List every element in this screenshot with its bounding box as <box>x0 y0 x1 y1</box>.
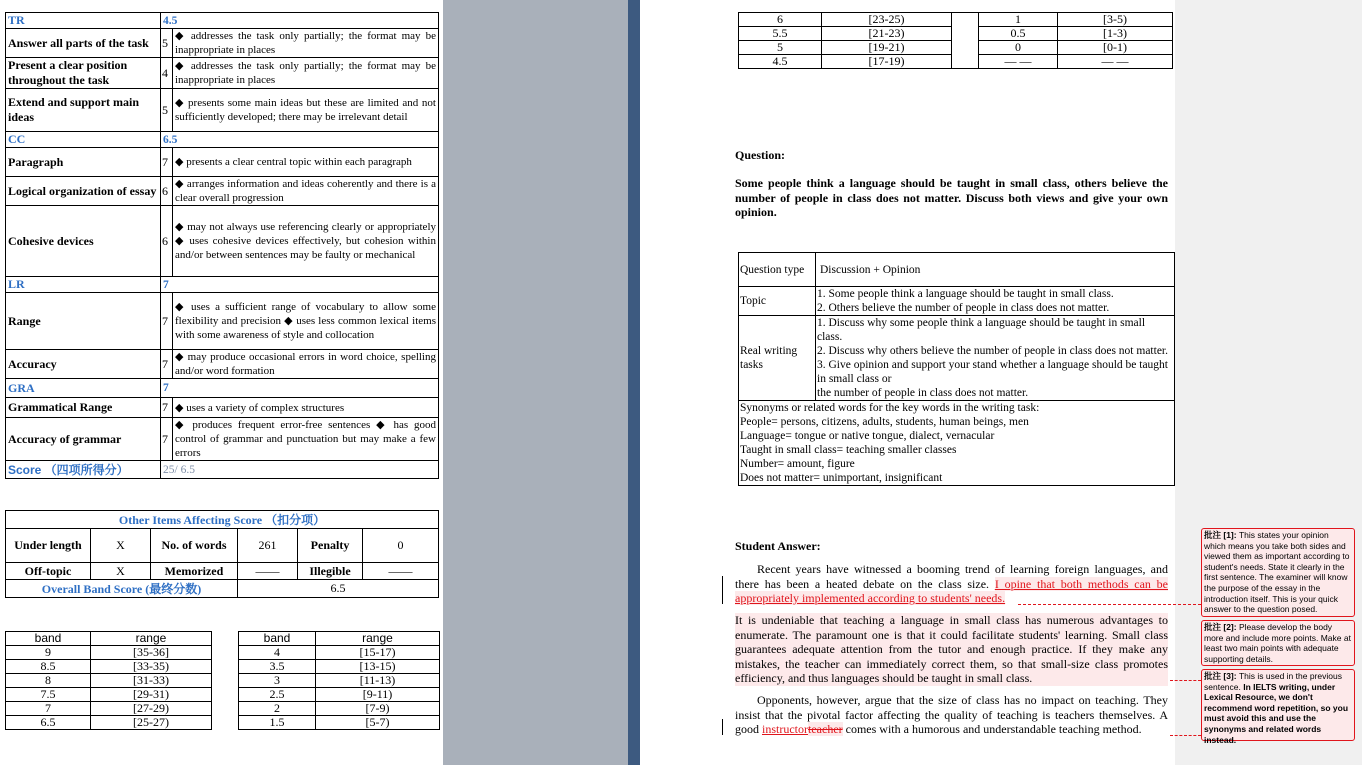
task-line-3b: the number of people in class does not matter. <box>817 387 1029 399</box>
range-cell: [5-7) <box>316 716 440 730</box>
real-tasks-label: Real writing tasks <box>739 316 816 401</box>
range-cell: [31-33) <box>91 674 212 688</box>
criterion-score: 5 <box>161 29 173 58</box>
band-cell: — — <box>979 55 1058 69</box>
band-row <box>6 702 212 716</box>
range-cell: [35-36] <box>91 646 212 660</box>
section-label: LR <box>6 277 161 293</box>
criterion-score: 7 <box>161 293 173 350</box>
other-items-table <box>5 510 439 598</box>
criterion-score: 4 <box>161 58 173 89</box>
words-value: 261 <box>238 529 298 563</box>
band-cell: 6.5 <box>6 716 91 730</box>
illegible-label: Illegible <box>298 563 363 580</box>
range-cell: [33-35) <box>91 660 212 674</box>
off-topic-label: Off-topic <box>6 563 91 580</box>
criterion-name: Accuracy of grammar <box>6 418 161 461</box>
range-cell: [11-13) <box>316 674 440 688</box>
penalty-label: Penalty <box>298 529 363 563</box>
topic-row <box>6 563 439 580</box>
question-label: Question: <box>735 148 786 162</box>
band-row <box>6 716 212 730</box>
table-gap <box>952 13 979 69</box>
criterion-row <box>6 89 439 132</box>
band-cell: 8 <box>6 674 91 688</box>
change-bar <box>722 576 723 604</box>
criterion-row <box>6 206 439 277</box>
score-total-label: Score （四项所得分） <box>6 461 161 479</box>
topic-row <box>739 287 1175 316</box>
overall-label: Overall Band Score (最终分数) <box>6 580 238 598</box>
comment-tag: 批注 [1]: <box>1204 530 1237 540</box>
comment-balloon-2[interactable] <box>1201 620 1355 666</box>
topic-label: Topic <box>739 287 816 316</box>
section-row-lr <box>6 277 439 293</box>
memorized-value: —— <box>238 563 298 580</box>
synonym-line: Number= amount, figure <box>740 458 855 470</box>
task-analysis-table <box>738 252 1175 486</box>
criterion-score: 6 <box>161 206 173 277</box>
criterion-score: 7 <box>161 418 173 461</box>
topic-line-1: 1. Some people think a language should be taught in small class. <box>817 288 1114 300</box>
question-text: Some people think a language should be taught in small class, others believe the number of people in class does not matter. Discuss both views and give your own opinion. <box>735 176 1168 219</box>
range-cell: [3-5) <box>1058 13 1173 27</box>
change-bar <box>722 719 723 735</box>
synonyms-title: Synonyms or related words for the key words in the writing task: <box>740 402 1040 414</box>
range-cell: [0-1) <box>1058 41 1173 55</box>
band-cell: 0.5 <box>979 27 1058 41</box>
comment-connector-2 <box>1170 680 1201 681</box>
section-label: GRA <box>6 379 161 398</box>
band-row <box>739 13 1173 27</box>
real-tasks-cell <box>816 316 1175 401</box>
band-row <box>6 660 212 674</box>
answer-paragraph-3 <box>735 693 1168 737</box>
synonym-line: Language= tongue or native tongue, dialect, vernacular <box>740 430 995 442</box>
comment-tag: 批注 [2]: <box>1204 622 1237 632</box>
criterion-row <box>6 350 439 379</box>
criterion-score: 7 <box>161 398 173 418</box>
band-header-row <box>239 632 440 646</box>
criterion-name: Accuracy <box>6 350 161 379</box>
band-cell: 7 <box>6 702 91 716</box>
comment-balloon-3[interactable] <box>1201 669 1355 745</box>
section-score: 4.5 <box>161 13 439 29</box>
range-cell: [27-29) <box>91 702 212 716</box>
criterion-row <box>6 398 439 418</box>
criterion-desc: ◆ addresses the task only partially; the format may be inappropriate in places <box>173 29 439 58</box>
comment-connector-1 <box>1018 604 1201 605</box>
band-range-table-continued <box>738 12 1173 69</box>
band-cell: 4.5 <box>739 55 822 69</box>
criterion-score: 7 <box>161 350 173 379</box>
criterion-desc: ◆ presents a clear central topic within each paragraph <box>173 148 439 177</box>
band-header-row <box>6 632 212 646</box>
band-row <box>6 646 212 660</box>
band-cell: 1.5 <box>239 716 316 730</box>
band-cell: 2 <box>239 702 316 716</box>
synonym-line: Taught in small class= teaching smaller classes <box>740 444 957 456</box>
range-cell: [17-19) <box>822 55 952 69</box>
band-range-table-left <box>5 631 212 730</box>
band-cell: 2.5 <box>239 688 316 702</box>
comment-tag: 批注 [3]: <box>1204 671 1237 681</box>
criterion-row <box>6 29 439 58</box>
band-cell: 3 <box>239 674 316 688</box>
under-length-value: X <box>91 529 151 563</box>
criterion-row <box>6 177 439 206</box>
section-row-tr <box>6 13 439 29</box>
criterion-row <box>6 293 439 350</box>
comment-text: This is used in the previous sentence. <box>1204 671 1342 692</box>
section-score: 7 <box>161 277 439 293</box>
criterion-desc: ◆ uses a variety of complex structures <box>173 398 439 418</box>
criterion-name: Logical organization of essay <box>6 177 161 206</box>
band-header: band <box>6 632 91 646</box>
comment-anchor-2: It is undeniable that teaching a language in small class has numerous advantages to enumerate. The paramount one is that it could facilitate students' learning. Small class guarantees adequate attention from the tutor and enough practice. If they make any mistakes, the teacher can immediately correct them, so that small-size class promotes efficiency, and thus languages should be taught in small class. <box>735 613 1168 685</box>
comment-connector-3 <box>1170 735 1201 736</box>
band-cell: 5 <box>739 41 822 55</box>
criterion-row <box>6 148 439 177</box>
topic-cell <box>816 287 1175 316</box>
range-cell: [19-21) <box>822 41 952 55</box>
section-label: CC <box>6 132 161 148</box>
range-header: range <box>91 632 212 646</box>
criterion-row <box>6 418 439 461</box>
synonyms-cell <box>739 401 1175 486</box>
criterion-desc: ◆ addresses the task only partially; the format may be inappropriate in places <box>173 58 439 89</box>
criterion-desc: ◆ may produce occasional errors in word choice, spelling and/or word formation <box>173 350 439 379</box>
other-items-title: Other Items Affecting Score （扣分项） <box>6 511 439 529</box>
answer-p1-text: Recent years have witnessed a booming trend of learning foreign languages, and there has been a heated debate on the class size. <box>735 562 1168 591</box>
answer-paragraph-1 <box>735 562 1168 606</box>
answer-p3-text: Opponents, however, argue that the size of class has no impact on teaching. They insist that the pivotal factor affecting the quality of teaching is teachers themselves. A good <box>735 693 1168 736</box>
criterion-row <box>6 58 439 89</box>
range-cell: [25-27) <box>91 716 212 730</box>
section-score: 7 <box>161 379 439 398</box>
criterion-score: 6 <box>161 177 173 206</box>
range-cell: [21-23) <box>822 27 952 41</box>
criterion-name: Cohesive devices <box>6 206 161 277</box>
question-type-row <box>739 253 1175 287</box>
range-cell: [29-31) <box>91 688 212 702</box>
criterion-name: Answer all parts of the task <box>6 29 161 58</box>
comment-balloon-1[interactable] <box>1201 528 1355 617</box>
under-length-label: Under length <box>6 529 91 563</box>
band-cell: 7.5 <box>6 688 91 702</box>
criterion-name: Grammatical Range <box>6 398 161 418</box>
split-divider[interactable] <box>628 0 640 765</box>
comment-text: Please develop the body more and include more points. Make at least two main points with adequate supporting details. <box>1204 622 1351 664</box>
band-row <box>239 702 440 716</box>
comment-bold-text: In IELTS writing, under Lexical Resource, we don't recommend word repetition, so you must avoid this and use the synonyms and related words instead. <box>1204 681 1349 745</box>
overall-value: 6.5 <box>238 580 439 598</box>
length-row <box>6 529 439 563</box>
score-total-value: 25/ 6.5 <box>161 461 439 479</box>
task-line-3: 3. Give opinion and support your stand whether a language should be taught in small class or <box>817 359 1168 385</box>
criterion-desc: ◆ presents some main ideas but these are limited and not sufficiently developed; there may be irrelevant detail <box>173 89 439 132</box>
off-topic-value: X <box>91 563 151 580</box>
band-range-table-right <box>238 631 440 730</box>
comment-text: This states your opinion which means you take both sides and viewed them as important according to student's needs. State it clearly in the first sentence. The examiner will know the purpose of the essay in the introduction itself. This is your quick answer to the question posed. <box>1204 530 1350 615</box>
criterion-name: Present a clear position throughout the task <box>6 58 161 89</box>
criterion-desc: ◆ uses a sufficient range of vocabulary to allow some flexibility and precision ◆ uses less common lexical items with some awareness of style and collocation <box>173 293 439 350</box>
band-cell: 9 <box>6 646 91 660</box>
band-row <box>239 688 440 702</box>
answer-paragraph-2[interactable] <box>735 613 1168 686</box>
synonym-line: Does not matter= unimportant, insignificant <box>740 472 943 484</box>
section-score: 6.5 <box>161 132 439 148</box>
range-header: range <box>316 632 440 646</box>
comment-anchor-1[interactable]: I opine that both methods can be appropriately implemented according to students' needs. <box>735 576 1168 605</box>
band-row <box>239 660 440 674</box>
task-line-1: 1. Discuss why some people think a language should be taught in small class. <box>817 317 1146 343</box>
criterion-score: 7 <box>161 148 173 177</box>
range-cell: [13-15) <box>316 660 440 674</box>
criterion-desc: ◆ arranges information and ideas coherently and there is a clear overall progression <box>173 177 439 206</box>
inserted-word[interactable]: instructor <box>762 722 808 736</box>
band-cell: 3.5 <box>239 660 316 674</box>
range-cell: [7-9) <box>316 702 440 716</box>
topic-line-2: 2. Others believe the number of people in class does not matter. <box>817 302 1110 314</box>
question-type-value: Discussion + Opinion <box>816 253 1175 287</box>
page-gutter <box>443 0 628 765</box>
student-answer-label: Student Answer: <box>735 539 821 553</box>
task-line-2: 2. Discuss why others believe the number of people in class does not matter. <box>817 345 1168 357</box>
band-row <box>6 688 212 702</box>
band-row <box>239 646 440 660</box>
band-cell: 1 <box>979 13 1058 27</box>
answer-p3-text-end: comes with a humorous and understandable teaching method. <box>842 722 1142 736</box>
memorized-label: Memorized <box>151 563 238 580</box>
overall-row <box>6 580 439 598</box>
band-header: band <box>239 632 316 646</box>
criterion-name: Range <box>6 293 161 350</box>
band-cell: 6 <box>739 13 822 27</box>
band-row <box>239 674 440 688</box>
real-tasks-row <box>739 316 1175 401</box>
band-cell: 5.5 <box>739 27 822 41</box>
range-cell: [15-17) <box>316 646 440 660</box>
deleted-word[interactable]: teacher <box>808 722 843 736</box>
range-cell: — — <box>1058 55 1173 69</box>
other-items-title-row <box>6 511 439 529</box>
illegible-value: —— <box>363 563 439 580</box>
band-row <box>239 716 440 730</box>
criterion-name: Extend and support main ideas <box>6 89 161 132</box>
band-cell: 8.5 <box>6 660 91 674</box>
section-row-cc <box>6 132 439 148</box>
synonyms-row <box>739 401 1175 486</box>
question-type-label: Question type <box>739 253 816 287</box>
criterion-score: 5 <box>161 89 173 132</box>
band-row <box>6 674 212 688</box>
criterion-desc: ◆ produces frequent error-free sentences ◆ has good control of grammar and punctuation but may make a few errors <box>173 418 439 461</box>
penalty-value: 0 <box>363 529 439 563</box>
criteria-score-table <box>5 12 439 479</box>
range-cell: [1-3) <box>1058 27 1173 41</box>
words-label: No. of words <box>151 529 238 563</box>
range-cell: [9-11) <box>316 688 440 702</box>
range-cell: [23-25) <box>822 13 952 27</box>
section-label: TR <box>6 13 161 29</box>
synonym-line: People= persons, citizens, adults, students, human beings, men <box>740 416 1029 428</box>
criterion-name: Paragraph <box>6 148 161 177</box>
section-row-gra <box>6 379 439 398</box>
band-cell: 0 <box>979 41 1058 55</box>
criterion-desc: ◆ may not always use referencing clearly or appropriately ◆ uses cohesive devices effectively, but cohesion within and/or between sentences may be faulty or mechanical <box>173 206 439 277</box>
score-total-row <box>6 461 439 479</box>
band-cell: 4 <box>239 646 316 660</box>
